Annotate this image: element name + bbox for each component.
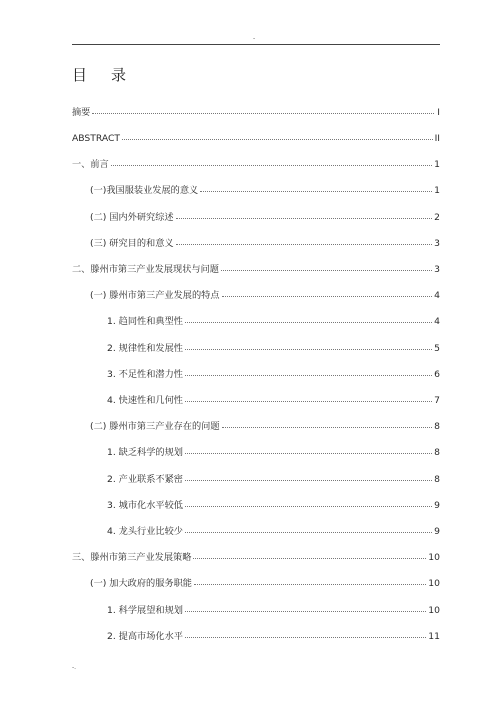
toc-entry-page: I: [437, 107, 440, 118]
toc-entry-label: 2. 产业联系不紧密: [107, 474, 183, 485]
toc-leader: [222, 288, 433, 297]
toc-leader: [176, 210, 433, 219]
toc-leader: [185, 498, 432, 507]
toc-entry-label: 2. 提高市场化水平: [107, 631, 183, 642]
toc-leader: [185, 603, 426, 612]
toc-entry[interactable]: [107, 604, 440, 617]
toc-entry-label: 三、滕州市第三产业发展策略: [72, 552, 192, 563]
page-title-char-2: 录: [111, 66, 127, 84]
toc-entry-page: 4: [434, 316, 440, 327]
toc-entry-label: 一、前言: [72, 159, 109, 170]
toc-leader: [194, 576, 426, 585]
toc-entry-page: 10: [428, 578, 440, 589]
toc-entry[interactable]: [107, 315, 440, 328]
toc-entry[interactable]: [72, 263, 440, 276]
toc-entry-page: 8: [434, 421, 440, 432]
toc-entry-page: 7: [434, 395, 440, 406]
toc-leader: [193, 550, 426, 559]
toc-leader: [185, 629, 426, 638]
page-title-char-1: 目: [72, 66, 88, 84]
toc-entry-label: 1. 科学展望和规划: [107, 605, 183, 616]
toc-entry-label: 4. 龙头行业比较少: [107, 526, 183, 537]
toc-leader: [185, 341, 432, 350]
toc-entry-page: 2: [434, 212, 440, 223]
toc-entry[interactable]: [72, 158, 440, 171]
toc-leader: [176, 236, 433, 245]
toc-entry-page: 1: [434, 159, 440, 170]
toc-entry[interactable]: [72, 551, 440, 564]
toc-entry-label: (二) 滕州市第三产业存在的问题: [90, 421, 220, 432]
toc-leader: [200, 183, 432, 192]
toc-entry[interactable]: [90, 577, 440, 590]
toc-entry[interactable]: [107, 446, 440, 459]
toc-entry[interactable]: [107, 473, 440, 486]
page-title: [72, 64, 126, 85]
toc-entry[interactable]: [107, 342, 440, 355]
toc-entry[interactable]: [107, 394, 440, 407]
header-rule: [72, 44, 440, 45]
toc-leader: [92, 105, 434, 114]
toc-leader: [185, 367, 432, 376]
toc-entry-label: (三) 研究目的和意义: [90, 238, 174, 249]
toc-leader: [185, 393, 432, 402]
toc-leader: [221, 262, 432, 271]
toc-entry[interactable]: [90, 184, 440, 197]
toc-entry-label: 3. 不足性和潜力性: [107, 369, 183, 380]
toc-entry-page: 6: [434, 369, 440, 380]
toc-leader: [185, 524, 432, 533]
toc-entry-page: 3: [434, 238, 440, 249]
toc-entry-label: 二、滕州市第三产业发展现状与问题: [72, 264, 219, 275]
toc-entry[interactable]: [107, 368, 440, 381]
toc-entry-page: 4: [434, 290, 440, 301]
toc-entry-page: 9: [434, 526, 440, 537]
toc-entry-label: (一) 加大政府的服务职能: [90, 578, 192, 589]
toc-entry-page: 8: [434, 474, 440, 485]
toc-entry-label: 1. 缺乏科学的规划: [107, 447, 183, 458]
toc-leader: [185, 445, 432, 454]
toc-entry-page: 5: [434, 343, 440, 354]
toc-entry-page: II: [434, 133, 440, 144]
toc-entry-page: 10: [428, 552, 440, 563]
toc-entry-label: (一)我国服装业发展的意义: [90, 185, 199, 196]
toc-entry[interactable]: [107, 499, 440, 512]
toc-entry-label: 4. 快速性和几何性: [107, 395, 183, 406]
toc-entry[interactable]: [90, 237, 440, 250]
toc-entry-label: 摘要: [72, 107, 91, 118]
toc-entry-page: 11: [428, 631, 440, 642]
toc-entry[interactable]: [90, 289, 440, 302]
toc-leader: [122, 131, 433, 140]
toc-entry[interactable]: [90, 420, 440, 433]
toc-entry-page: 10: [428, 605, 440, 616]
toc-leader: [185, 472, 432, 481]
toc-entry-label: 1. 趋同性和典型性: [107, 316, 183, 327]
toc-entry-label: 3. 城市化水平较低: [107, 500, 183, 511]
toc-entry-page: 3: [434, 264, 440, 275]
toc-entry-label: (一) 滕州市第三产业发展的特点: [90, 290, 220, 301]
toc-entry[interactable]: [90, 211, 440, 224]
toc-entry-label: 2. 规律性和发展性: [107, 343, 183, 354]
toc-leader: [222, 419, 433, 428]
toc-entry-label: ABSTRACT: [72, 133, 121, 144]
footer-mark: -.: [72, 664, 77, 671]
toc-entry-page: 1: [434, 185, 440, 196]
toc-entry-label: (二) 国内外研究综述: [90, 212, 174, 223]
toc-entry[interactable]: [107, 525, 440, 538]
toc-leader: [111, 157, 432, 166]
toc-entry-page: 8: [434, 447, 440, 458]
toc-entry[interactable]: [107, 630, 440, 643]
toc-entry[interactable]: [72, 106, 440, 119]
toc-entry-page: 9: [434, 500, 440, 511]
toc-entry[interactable]: [72, 132, 440, 145]
header-mark: -: [253, 35, 256, 42]
toc-leader: [185, 314, 432, 323]
